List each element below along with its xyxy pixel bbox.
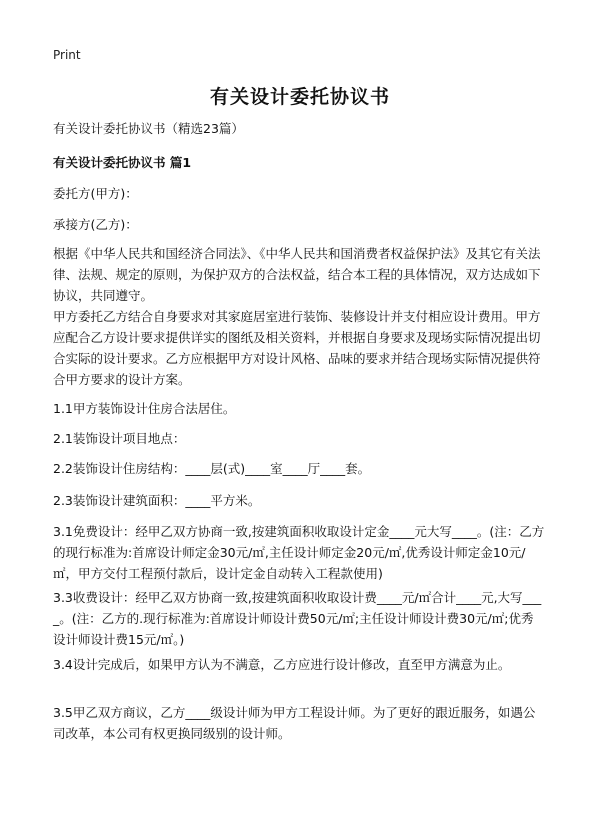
document-title: 有关设计委托协议书 xyxy=(209,86,390,108)
clause-3-3: 3.3收费设计：经甲乙双方协商一致,按建筑面积收取设计费____元/㎡合计____元,大写____。(注：乙方的.现行标准为:首席设计师设计费50元/㎡;主任设计师设计费30元/㎡;优秀设计师设计费15元/㎡。) xyxy=(53,590,542,647)
entrustment-paragraph: 甲方委托乙方结合自身要求对其家庭居室进行装饰、装修设计并支付相应设计费用。甲方应配合乙方设计要求提供详实的图纸及相关资料，并根据自身要求及现场实际情况提出切合实际的设计要求。乙方应根据甲方对设计风格、品味的要求并结合现场实际情况提供符合甲方要求的设计方案。 xyxy=(53,309,541,387)
client-party-line: 委托方(甲方)： xyxy=(53,186,138,201)
clause-2-2: 2.2装饰设计住房结构：____层(式)____室____厅____套。 xyxy=(53,461,371,476)
clause-3-4: 3.4设计完成后，如果甲方认为不满意，乙方应进行设计修改，直至甲方满意为止。 xyxy=(53,657,511,672)
clause-3-5: 3.5甲乙双方商议，乙方____级设计师为甲方工程设计师。为了更好的跟近服务，如遇公司改革，本公司有权更换同级别的设计师。 xyxy=(53,705,536,741)
clause-2-3: 2.3装饰设计建筑面积：____平方米。 xyxy=(53,493,261,508)
section-heading: 有关设计委托协议书 篇1 xyxy=(53,155,192,170)
clause-1-1: 1.1甲方装饰设计住房合法居住。 xyxy=(53,401,236,416)
document-subtitle: 有关设计委托协议书（精选23篇） xyxy=(53,121,244,136)
contractor-party-line: 承接方(乙方)： xyxy=(53,217,138,232)
clause-2-1: 2.1装饰设计项目地点： xyxy=(53,431,186,446)
legal-basis-paragraph: 根据《中华人民共和国经济合同法》、《中华人民共和国消费者权益保护法》及其它有关法律、法规、规定的原则，为保护双方的合法权益，结合本工程的具体情况，双方达成如下协议，共同遵守。 xyxy=(53,246,541,303)
print-link[interactable]: Print xyxy=(53,48,81,62)
clause-3-1: 3.1免费设计：经甲乙双方协商一致,按建筑面积收取设计定金____元大写____。(注：乙方的现行标准为:首席设计师定金30元/㎡,主任设计师定金20元/㎡,优秀设计师定金10元/㎡，甲方交付工程预付款后，设计定金自动转入工程款使用) xyxy=(53,524,545,581)
